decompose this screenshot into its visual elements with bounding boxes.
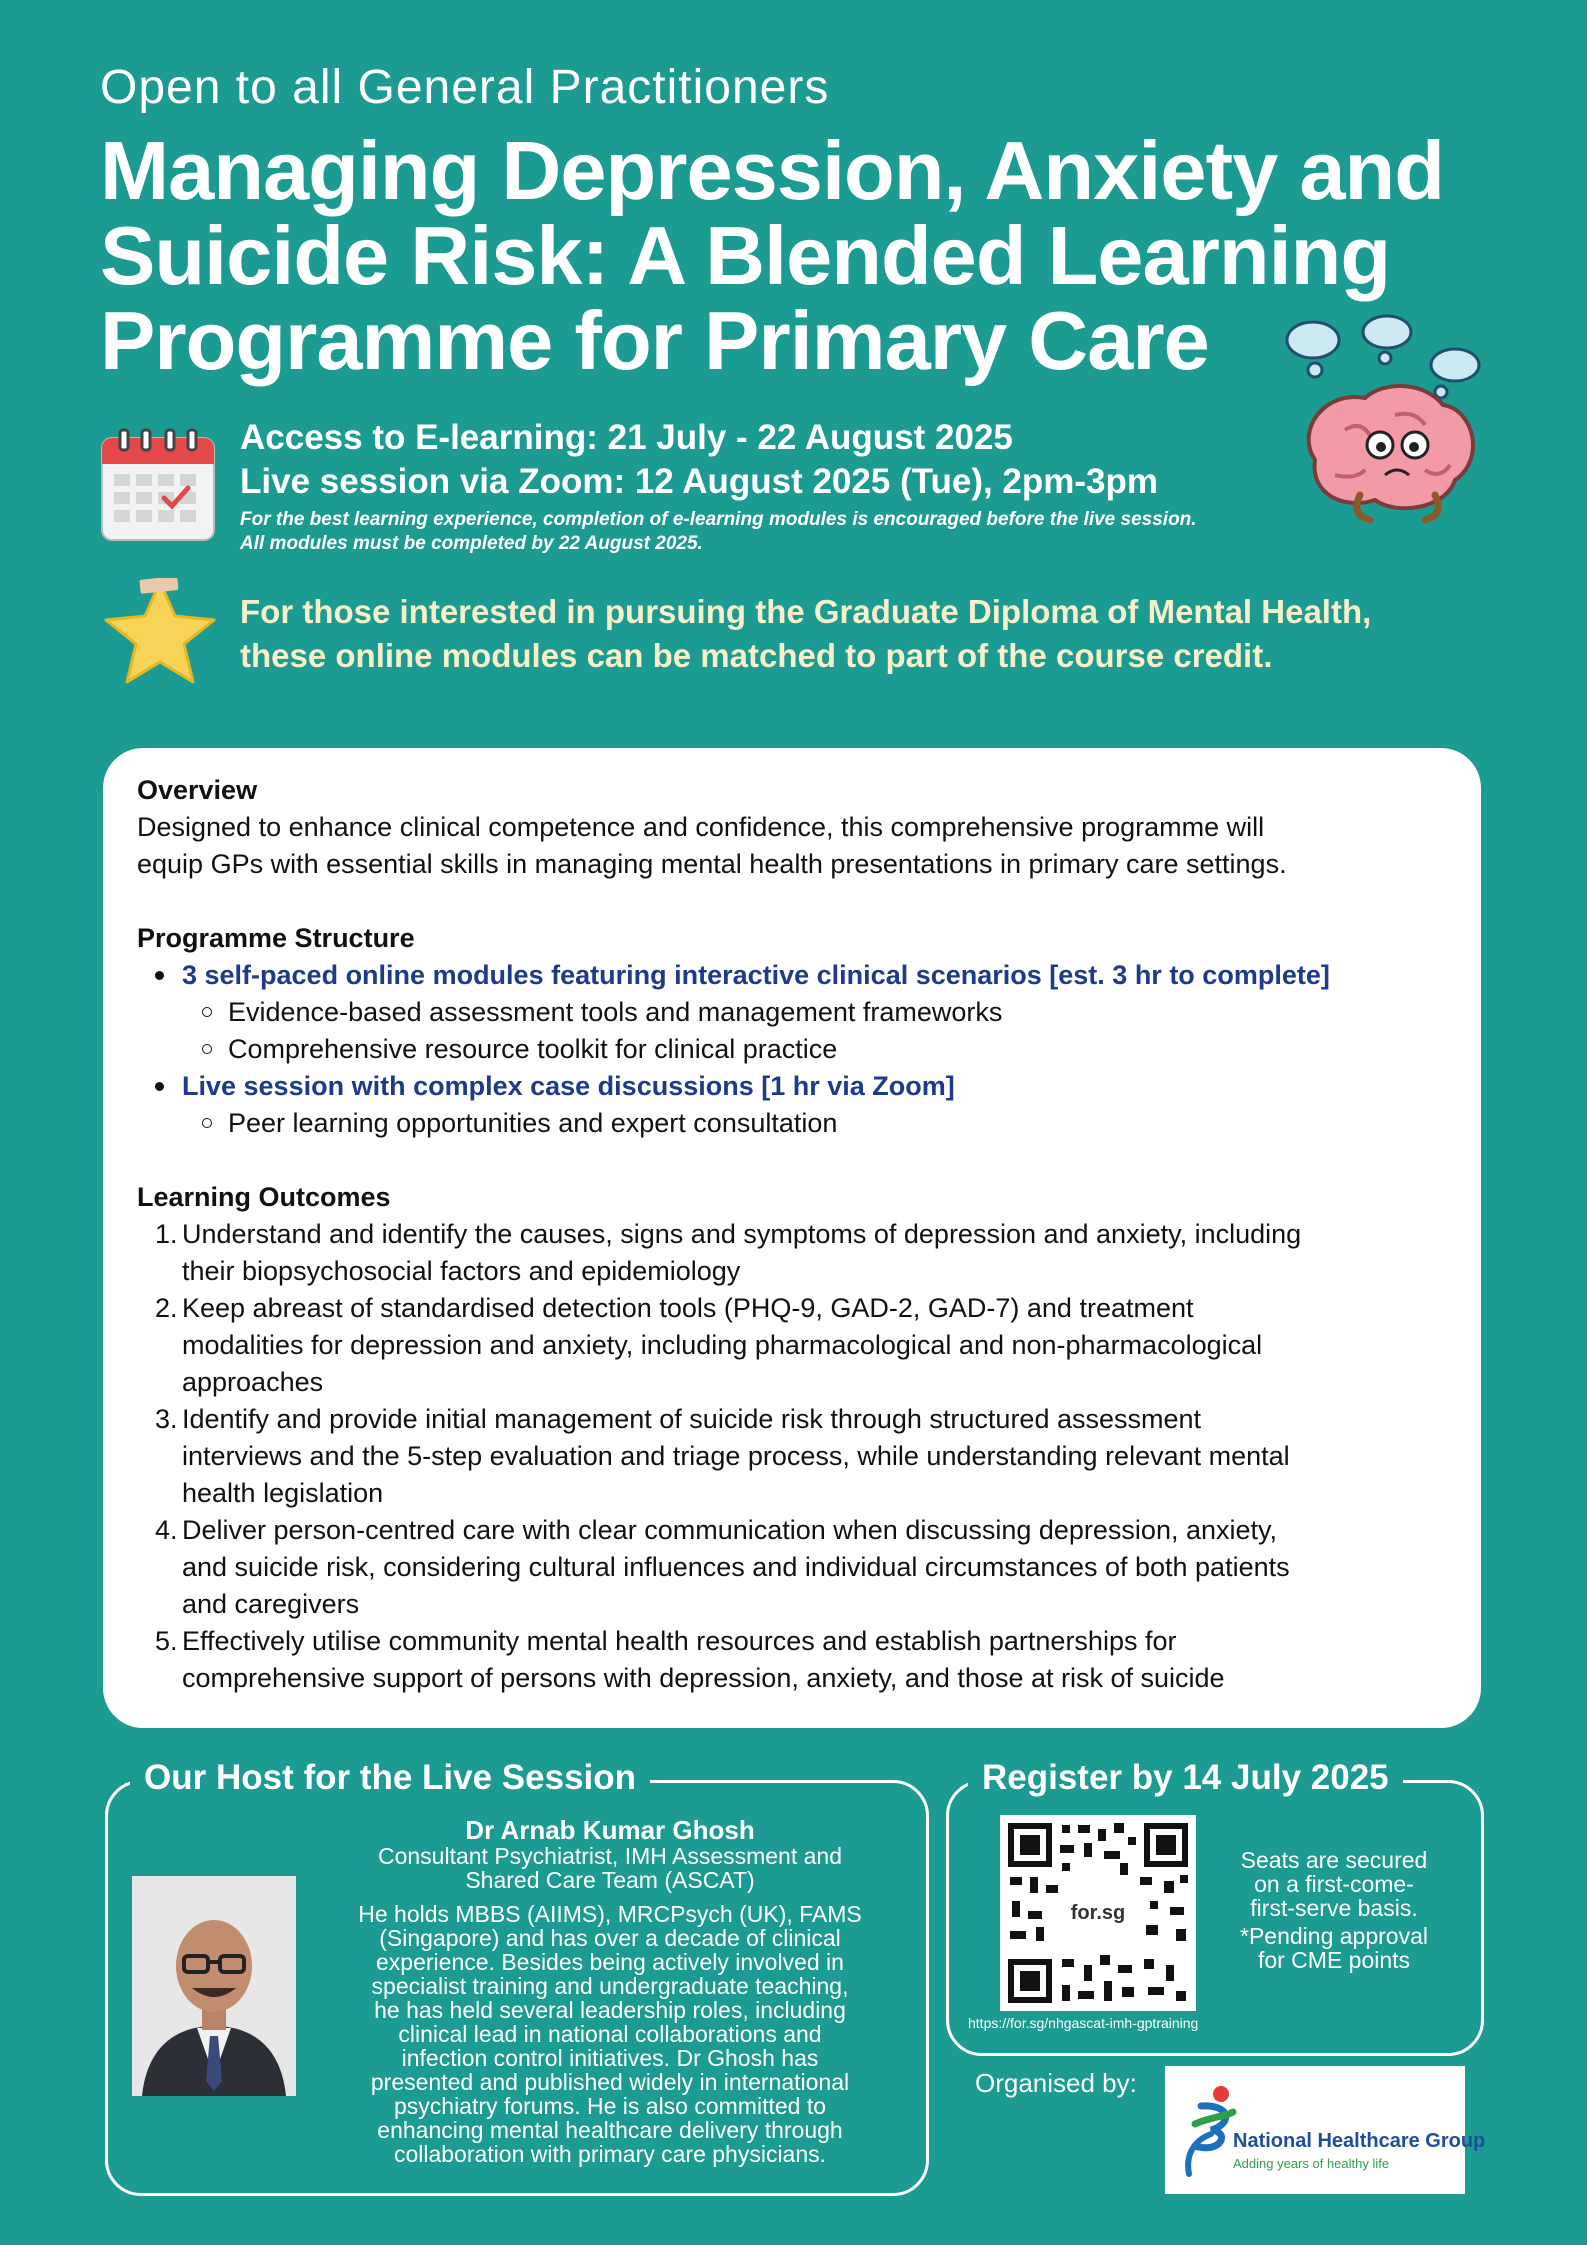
bio-line: collaboration with primary care physicians. [393,2141,827,2167]
outcome-number: 3. [155,1404,178,1434]
bio-line: enhancing mental healthcare delivery through [377,2117,843,2143]
list-item [155,1216,1457,1290]
sub-list [182,1105,1457,1142]
bullet-icon [155,1082,164,1091]
circle-bullet-icon [202,1118,212,1128]
list-item [182,1068,1457,1142]
host-name: Dr Arnab Kumar Ghosh [465,1815,755,1845]
programme-card [103,748,1481,1728]
sub-item: Peer learning opportunities and expert consultation [228,1108,838,1138]
outcome-line: comprehensive support of persons with depression, anxiety, and those at risk of suicide [182,1663,1225,1693]
bio-line: specialist training and undergraduate teaching, [371,1973,849,1999]
title-line: Managing Depression, Anxiety and [100,124,1444,217]
diploma-line: these online modules can be matched to part of the course credit. [240,637,1273,674]
note-line: Seats are secured [1240,1847,1428,1873]
diploma-line: For those interested in pursuing the Graduate Diploma of Mental Health, [240,593,1372,630]
outcome-line: health legislation [182,1478,384,1508]
cme-line: *Pending approval [1240,1923,1428,1949]
star-icon [98,578,222,686]
outcome-number: 1. [155,1219,178,1249]
note-line: For the best learning experience, completion of e-learning modules is encouraged before the live session. [240,509,1197,530]
role-line: Consultant Psychiatrist, IMH Assessment and [377,1843,843,1869]
diploma-note [240,590,1490,678]
nhg-emblem-icon [1181,2084,1237,2184]
sub-item: Evidence-based assessment tools and management frameworks [228,997,1003,1027]
outcome-number: 2. [155,1293,178,1323]
register-section-title: Register by 14 July 2025 [968,1758,1403,1798]
cme-note [1208,1924,1460,1972]
title-line: Suicide Risk: A Blended Learning [100,209,1391,302]
organiser-tagline: Adding years of healthy life [1233,2156,1390,2171]
qr-label: for.sg [1070,1902,1126,1924]
outcomes-list [137,1216,1457,1697]
outcome-line: modalities for depression and anxiety, including pharmacological and non-pharmacological [182,1330,1263,1360]
host-role [315,1844,905,1892]
cme-line: for CME points [1257,1947,1411,1973]
list-item [228,1105,1457,1142]
host-bio [315,1902,905,2166]
outcome-line: Identify and provide initial management of suicide risk through structured assessment [182,1404,1202,1434]
list-item [228,994,1457,1031]
calendar-icon [100,428,216,542]
outcome-line: their biopsychosocial factors and epidemiology [182,1256,741,1286]
outcome-line: Deliver person-centred care with clear communication when discussing depression, anxiety, [182,1515,1278,1545]
host-section-title: Our Host for the Live Session [130,1758,650,1798]
register-url[interactable]: https://for.sg/nhgascat-imh-gptraining [968,2015,1199,2031]
organiser-label: Organised by: [975,2068,1137,2098]
nhg-logo [1165,2066,1486,2194]
circle-bullet-icon [202,1044,212,1054]
bio-line: experience. Besides being actively involved in [376,1949,844,1975]
outcome-line: Effectively utilise community mental health resources and establish partnerships for [182,1626,1177,1656]
bio-line: presented and published widely in international [370,2069,850,2095]
outcome-line: interviews and the 5-step evaluation and triage process, while understanding relevant mental [182,1441,1290,1471]
list-item [228,1031,1457,1068]
list-item [155,1512,1457,1623]
qr-code[interactable] [1000,1815,1196,2011]
structure-heading: Programme Structure [137,923,415,953]
structure-item: 3 self-paced online modules featuring interactive clinical scenarios [est. 3 hr to complete] [182,960,1330,990]
eyebrow-text: Open to all General Practitioners [100,61,830,114]
list-item [155,1401,1457,1512]
outcome-number: 5. [155,1626,178,1656]
host-details [315,1816,905,2166]
role-line: Shared Care Team (ASCAT) [465,1867,755,1893]
list-item [155,1623,1457,1697]
outcome-line: and caregivers [182,1589,360,1619]
outcomes-heading: Learning Outcomes [137,1182,391,1212]
structure-item: Live session with complex case discussions [1 hr via Zoom] [182,1071,955,1101]
bio-line: He holds MBBS (AIIMS), MRCPsych (UK), FAMS [358,1901,862,1927]
note-line: All modules must be completed by 22 August 2025. [240,533,703,554]
overview-line: Designed to enhance clinical competence and confidence, this comprehensive programme will [137,812,1265,842]
note-line: first-serve basis. [1250,1895,1418,1921]
list-item [155,1290,1457,1401]
sub-item: Comprehensive resource toolkit for clinical practice [228,1034,838,1064]
outcome-line: Keep abreast of standardised detection tools (PHQ-9, GAD-2, GAD-7) and treatment [182,1293,1194,1323]
structure-list [137,957,1457,1142]
outcome-line: approaches [182,1367,324,1397]
bio-line: psychiatry forums. He is also committed to [393,2093,827,2119]
list-item [182,957,1457,1068]
note-line: on a first-come- [1254,1871,1414,1897]
card-content [137,772,1457,1697]
dates-block [240,416,1340,556]
learning-note [240,508,1340,556]
outcome-line: and suicide risk, considering cultural influences and individual circumstances of both patients [182,1552,1290,1582]
bio-line: he has held several leadership roles, including [374,1997,846,2023]
bio-line: (Singapore) and has over a decade of clinical [379,1925,841,1951]
bullet-icon [155,971,164,980]
outcome-line: Understand and identify the causes, signs and symptoms of depression and anxiety, including [182,1219,1302,1249]
live-session-date: Live session via Zoom: 12 August 2025 (Tue), 2pm-3pm [240,462,1159,501]
host-photo [132,1876,296,2096]
title-line: Programme for Primary Care [100,294,1209,387]
sub-list [182,994,1457,1068]
overview-line: equip GPs with essential skills in managing mental health presentations in primary care settings. [137,849,1287,879]
circle-bullet-icon [202,1007,212,1017]
outcome-number: 4. [155,1515,178,1545]
elearning-date: Access to E-learning: 21 July - 22 August 2025 [240,418,1013,457]
bio-line: clinical lead in national collaborations and [398,2021,822,2047]
overview-heading: Overview [137,775,258,805]
register-note [1208,1848,1460,1972]
organiser-name: National Healthcare Group [1233,2130,1486,2152]
bio-line: infection control initiatives. Dr Ghosh has [401,2045,819,2071]
